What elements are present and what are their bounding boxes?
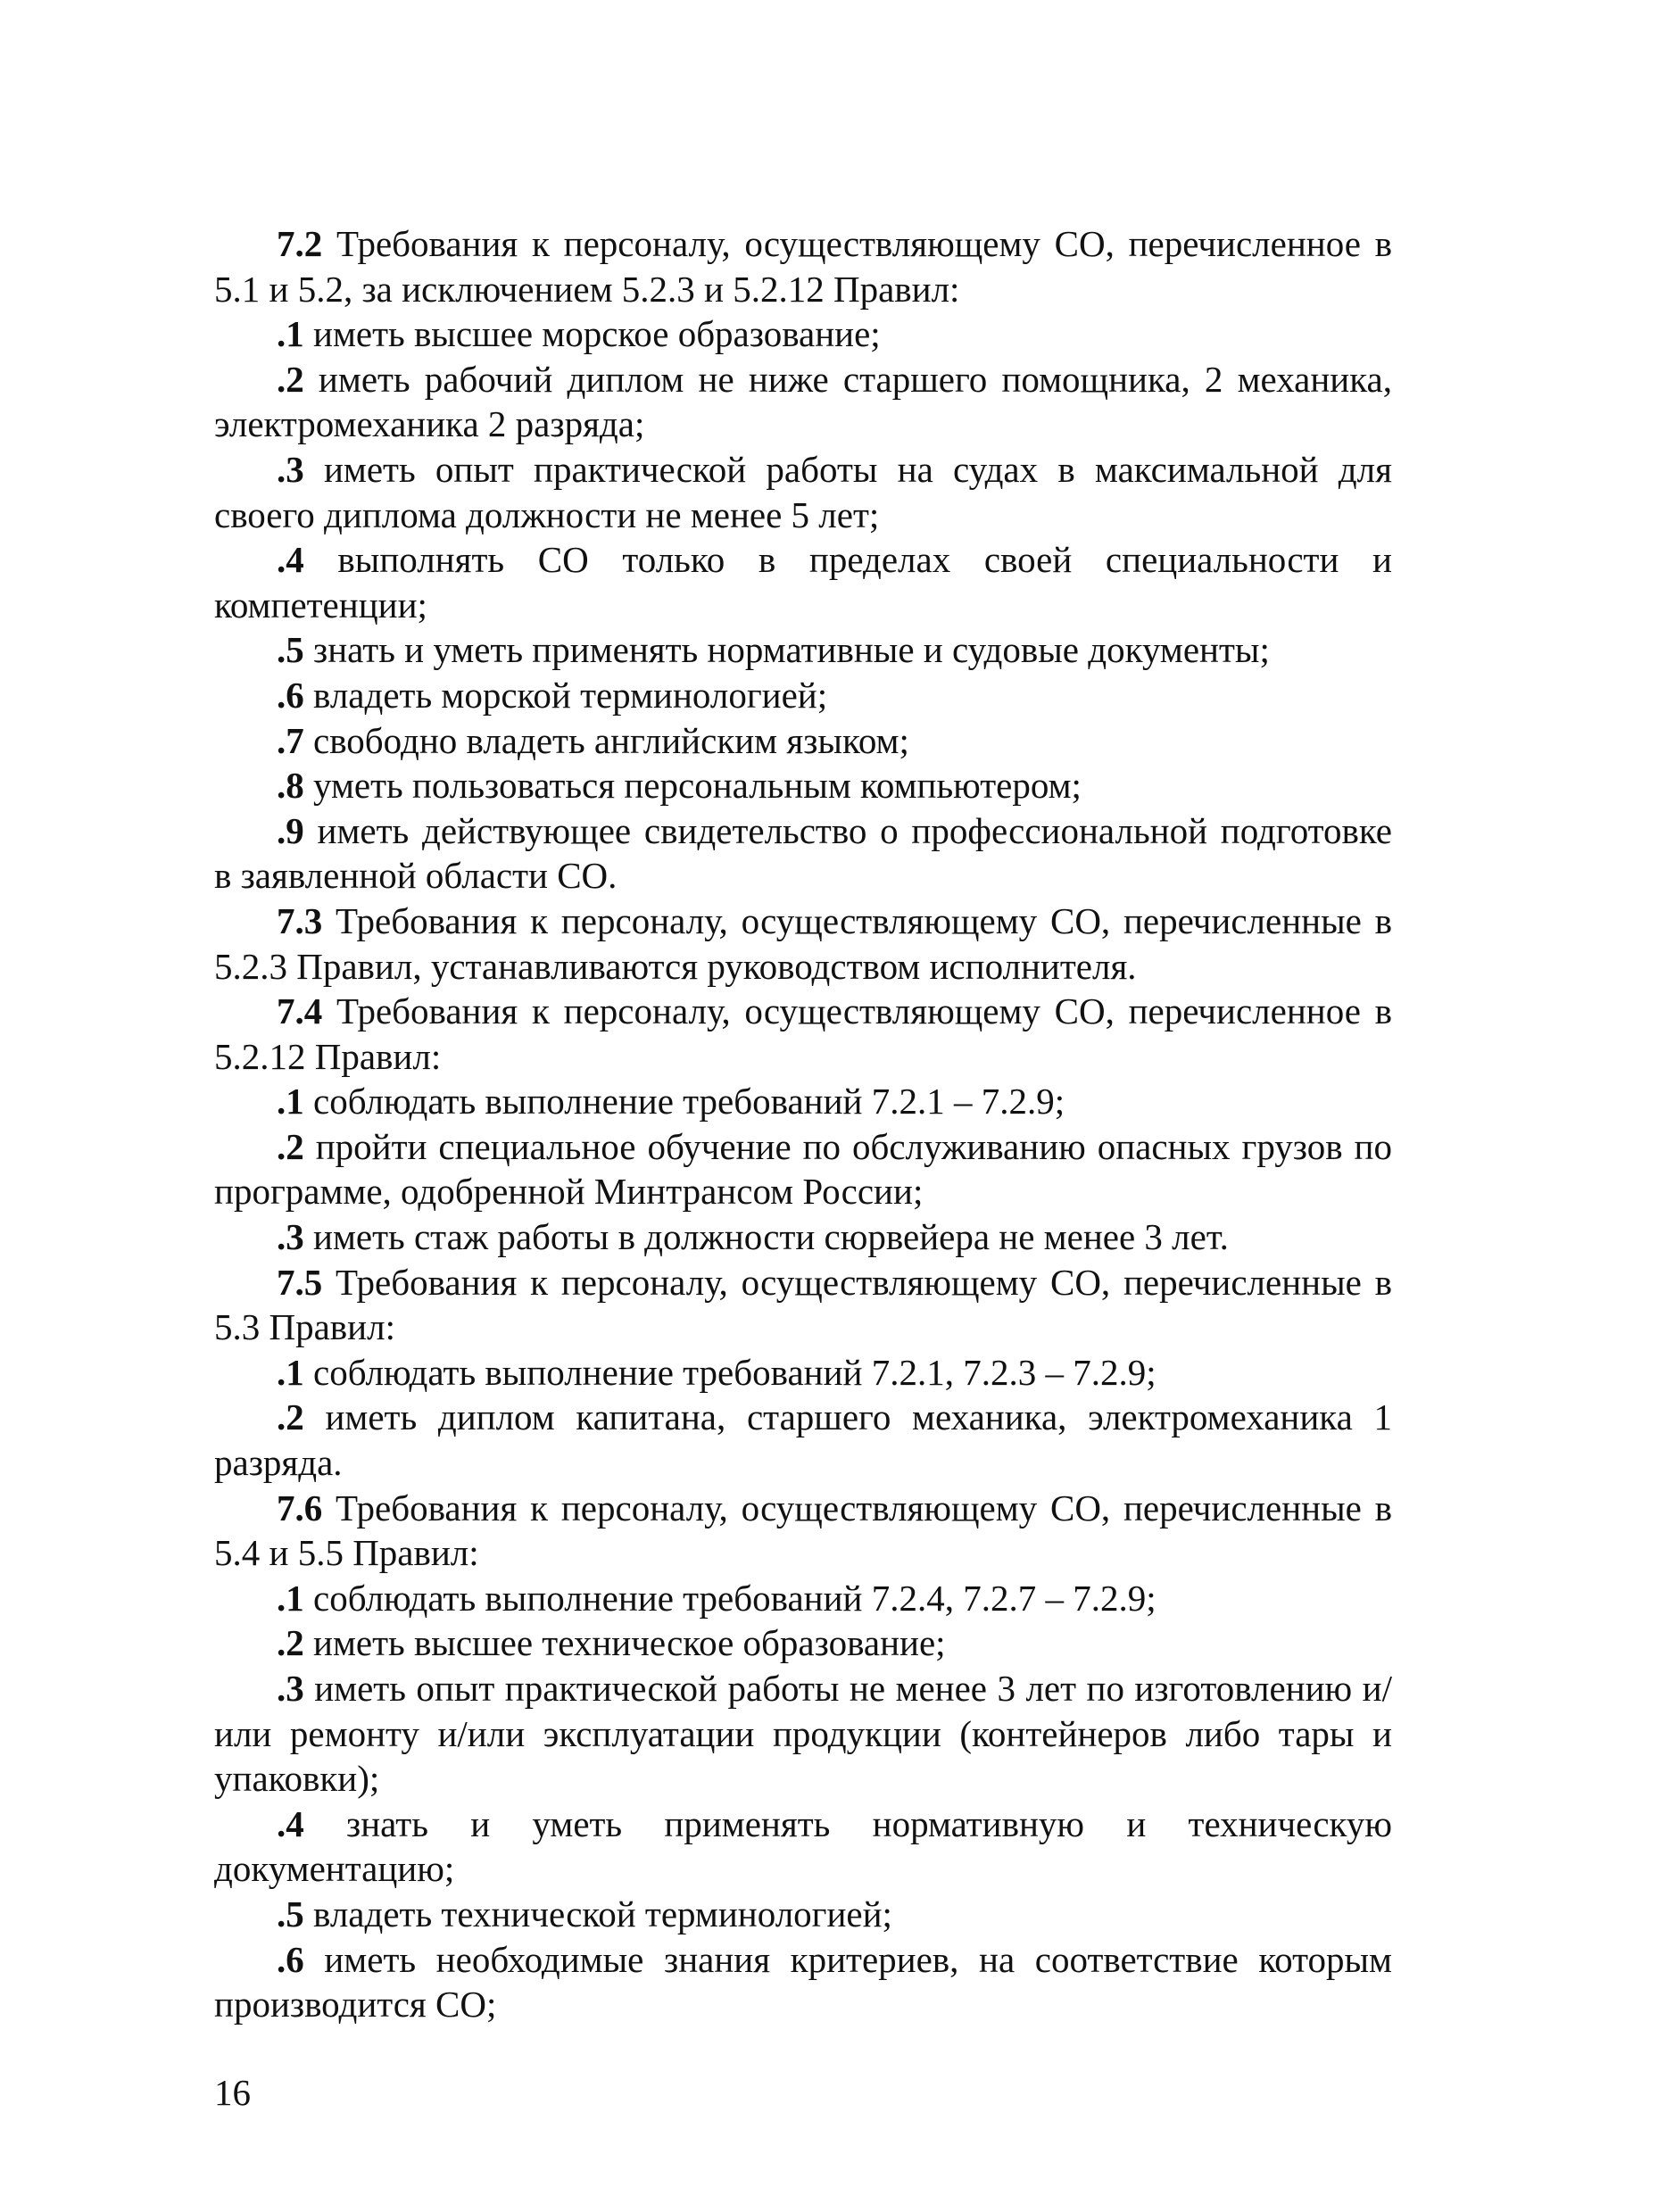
clause-number: 7.3 <box>277 899 323 941</box>
clause-number: .4 <box>277 539 304 581</box>
clause-text: владеть морской терминологией; <box>303 674 828 716</box>
paragraph-7-6-6 <box>214 1937 1392 2027</box>
clause-number: 7.2 <box>277 223 323 264</box>
clause-text: иметь высшее морское образование; <box>303 313 881 355</box>
clause-number: .2 <box>277 358 304 400</box>
clause-text: соблюдать выполнение требований 7.2.1 – 7.2.9; <box>303 1081 1065 1123</box>
page-number: 16 <box>214 2072 251 2113</box>
clause-text: иметь необходимые знания критериев, на соответствие которым производится СО; <box>214 1938 1392 2026</box>
clause-text: Требования к персоналу, осуществляющему СО, перечисленные в 5.4 и 5.5 Правил: <box>214 1487 1392 1574</box>
paragraph-7-2-8 <box>214 763 1392 808</box>
clause-text: выполнять СО только в пределах своей специальности и компетенции; <box>214 539 1392 625</box>
clause-text: Требования к персоналу, осуществляющему СО, перечисленные в 5.2.3 Правил, устанавливаются руководством исполнителя. <box>214 899 1392 987</box>
clause-text: Требования к персоналу, осуществляющему СО, перечисленное в 5.1 и 5.2, за исключением 5.2.3 и 5.2.12 Правил: <box>214 223 1392 310</box>
clause-number: .1 <box>277 1351 304 1393</box>
clause-text: знать и уметь применять нормативные и судовые документы; <box>303 629 1270 671</box>
clause-number: 7.6 <box>277 1487 323 1529</box>
clause-number: .3 <box>277 1216 304 1258</box>
paragraph-7-4-1 <box>214 1079 1392 1124</box>
clause-number: .5 <box>277 1893 304 1934</box>
paragraph-7-6-4 <box>214 1802 1392 1892</box>
clause-text: свободно владеть английским языком; <box>303 719 909 761</box>
clause-text: соблюдать выполнение требований 7.2.4, 7.2.7 – 7.2.9; <box>303 1577 1156 1619</box>
paragraph-7-6-1 <box>214 1576 1392 1621</box>
clause-text: соблюдать выполнение требований 7.2.1, 7.2.3 – 7.2.9; <box>303 1351 1156 1393</box>
clause-number: .2 <box>277 1396 304 1438</box>
clause-number: 7.5 <box>277 1261 323 1303</box>
clause-number: .2 <box>277 1125 304 1167</box>
clause-text: иметь опыт практической работы на судах в максимальной для своего диплома должности не менее 5 лет; <box>214 448 1392 535</box>
clause-number: .6 <box>277 674 304 716</box>
paragraph-7-6 <box>214 1486 1392 1576</box>
paragraph-7-4-3 <box>214 1214 1392 1260</box>
clause-text: иметь действующее свидетельство о профессиональной подготовке в заявленной области СО. <box>214 809 1392 897</box>
clause-number: .1 <box>277 1081 304 1123</box>
paragraph-7-2 <box>214 221 1392 311</box>
clause-text: пройти специальное обучение по обслуживанию опасных грузов по программе, одобренной Минтрансом России; <box>214 1125 1392 1213</box>
paragraph-7-2-4 <box>214 537 1392 627</box>
clause-text: иметь высшее техническое образование; <box>303 1622 946 1664</box>
paragraph-7-2-3 <box>214 447 1392 537</box>
paragraph-7-5-1 <box>214 1350 1392 1396</box>
clause-text: знать и уметь применять нормативную и техническую документацию; <box>214 1802 1392 1890</box>
paragraph-7-5 <box>214 1260 1392 1350</box>
paragraph-7-4 <box>214 989 1392 1079</box>
clause-number: .7 <box>277 719 304 761</box>
clause-number: .4 <box>277 1802 304 1844</box>
paragraph-7-3 <box>214 899 1392 989</box>
paragraph-7-2-6 <box>214 673 1392 718</box>
clause-number: .8 <box>277 765 304 807</box>
clause-number: .5 <box>277 629 304 671</box>
clause-text: уметь пользоваться персональным компьютером; <box>303 765 1082 807</box>
paragraph-7-6-2 <box>214 1620 1392 1666</box>
clause-text: иметь диплом капитана, старшего механика, электромеханика 1 разряда. <box>214 1396 1392 1484</box>
paragraph-7-6-5 <box>214 1892 1392 1937</box>
clause-text: Требования к персоналу, осуществляющему СО, перечисленное в 5.2.12 Правил: <box>214 990 1392 1077</box>
clause-text: иметь рабочий диплом не ниже старшего помощника, 2 механика, электромеханика 2 разряда; <box>214 358 1392 445</box>
clause-text: Требования к персоналу, осуществляющему СО, перечисленные в 5.3 Правил: <box>214 1261 1392 1348</box>
clause-number: .1 <box>277 313 304 355</box>
clause-number: .3 <box>277 1668 304 1709</box>
paragraph-7-2-2 <box>214 357 1392 447</box>
clause-text: иметь опыт практической работы не менее 3 лет по изготовлению и/или ремонту и/или эксплуатации продукции (контейнеров либо тары и упаковки); <box>214 1668 1392 1800</box>
clause-text: иметь стаж работы в должности сюрвейера не менее 3 лет. <box>303 1216 1229 1258</box>
paragraph-7-2-7 <box>214 718 1392 764</box>
paragraph-7-6-3 <box>214 1666 1392 1802</box>
paragraph-7-2-1 <box>214 311 1392 357</box>
paragraph-7-5-2 <box>214 1395 1392 1485</box>
clause-number: .3 <box>277 448 304 490</box>
clause-number: .6 <box>277 1938 304 1980</box>
clause-number: .2 <box>277 1622 304 1664</box>
paragraph-7-2-5 <box>214 627 1392 673</box>
clause-number: .1 <box>277 1577 304 1619</box>
body-text <box>214 221 1392 2027</box>
paragraph-7-4-2 <box>214 1124 1392 1214</box>
clause-text: владеть технической терминологией; <box>303 1893 892 1934</box>
clause-number: 7.4 <box>277 990 323 1032</box>
paragraph-7-2-9 <box>214 808 1392 899</box>
clause-number: .9 <box>277 809 304 851</box>
